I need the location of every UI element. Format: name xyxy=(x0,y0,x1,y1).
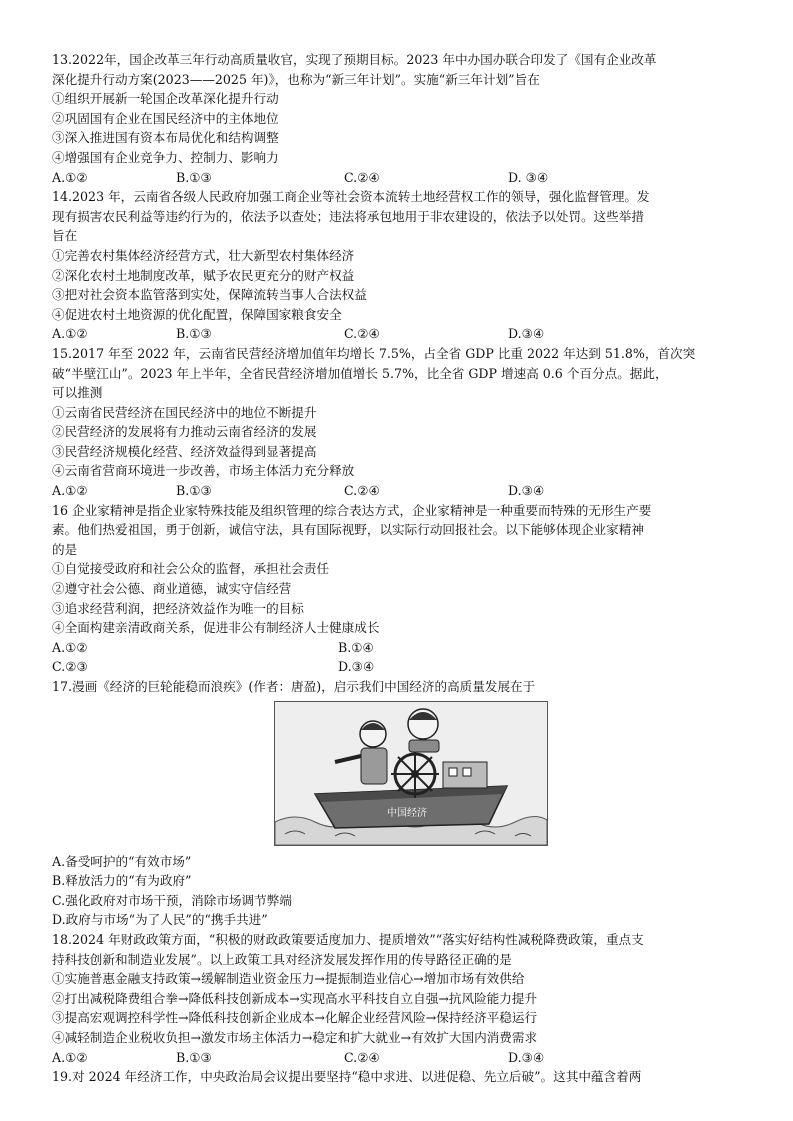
option-c[interactable]: C.强化政府对市场干预，消除市场调节弊端 xyxy=(52,892,292,908)
question-16-statement: ②遵守社会公德、商业道德，诚实守信经营 xyxy=(52,581,292,597)
ship-cartoon-illustration xyxy=(275,702,547,845)
question-18-stem: 持科技创新和制造业发展”。以上政策工具对经济发展发挥作用的传导路径正确的是 xyxy=(52,951,512,967)
question-13-statement: ①组织开展新一轮国企改革深化提升行动 xyxy=(52,91,279,107)
option-d[interactable]: D.③④ xyxy=(508,483,545,499)
question-18-options xyxy=(52,1048,752,1068)
question-13-statement: ④增强国有企业竞争力、控制力、影响力 xyxy=(52,149,279,165)
question-14-statement: ③把对社会资本监管落到实处，保障流转当事人合法权益 xyxy=(52,287,367,303)
question-14-stem: 14.2023 年，云南省各级人民政府加强工商企业等社会资本流转土地经营权工作的领导，强化监督管理。发 xyxy=(52,189,650,205)
question-15 xyxy=(52,344,752,501)
question-18-statement: ③提高宏观调控科学性→降低科技创新企业成本→化解企业经营风险→保持经济平稳运行 xyxy=(52,1010,538,1026)
question-17-stem: 17.漫画《经济的巨轮能稳而浪疾》(作者：唐盈)，启示我们中国经济的高质量发展在于 xyxy=(52,679,536,694)
option-b[interactable]: B.释放活力的“有为政府” xyxy=(52,873,192,889)
question-15-statement: ①云南省民营经济在国民经济中的地位不断提升 xyxy=(52,404,317,420)
option-b[interactable]: B.①④ xyxy=(338,639,374,655)
question-14-stem: 旨在 xyxy=(52,228,78,244)
question-17 xyxy=(52,677,752,930)
option-a[interactable]: A.①② xyxy=(52,639,88,655)
question-18-statement: ④减轻制造企业税收负担→激发市场主体活力→稳定和扩大就业→有效扩大国内消费需求 xyxy=(52,1029,538,1045)
question-13-stem: 深化提升行动方案(2023——2025 年)》，也称为“新三年计划”。实施“新三年计划”旨在 xyxy=(52,71,540,87)
question-16 xyxy=(52,501,752,677)
option-b[interactable]: B.①③ xyxy=(176,1049,212,1065)
question-19 xyxy=(52,1067,752,1087)
option-c[interactable]: C.②③ xyxy=(52,659,88,675)
question-15-statement: ④云南省营商环境进一步改善，市场主体活力充分释放 xyxy=(52,463,355,479)
question-18-statement: ②打出减税降费组合拳→降低科技创新成本→实现高水平科技自立自强→抗风险能力提升 xyxy=(52,990,538,1006)
question-15-statement: ③民营经济规模化经营、经济效益得到显著提高 xyxy=(52,443,317,459)
question-16-options-row-2 xyxy=(52,657,752,677)
option-d[interactable]: D.③④ xyxy=(508,1049,545,1065)
question-13 xyxy=(52,50,752,187)
question-16-statement: ④全面构建亲清政商关系，促进非公有制经济人士健康成长 xyxy=(52,620,380,636)
option-d[interactable]: D. ③④ xyxy=(508,169,549,185)
question-14-statement: ①完善农村集体经济经营方式，壮大新型农村集体经济 xyxy=(52,247,355,263)
option-a[interactable]: A.①② xyxy=(52,1049,88,1065)
option-d[interactable]: D.政府与市场“为了人民”的“携手共进” xyxy=(52,912,268,928)
question-13-statement: ③深入推进国有资本布局优化和结构调整 xyxy=(52,130,279,146)
option-d[interactable]: D.③④ xyxy=(338,659,375,675)
question-14 xyxy=(52,187,752,344)
question-15-stem: 破“半壁江山”。2023 年上半年，全省民营经济增加值增长 5.7%，比全省 GDP 增速高 0.6 个百分点。据此， xyxy=(52,365,668,381)
question-16-options-row-1 xyxy=(52,638,752,658)
question-16-stem: 16 企业家精神是指企业家特殊技能及组织管理的综合表达方式，企业家精神是一种重要而特殊的无形生产要 xyxy=(52,502,652,518)
question-16-stem: 的是 xyxy=(52,541,78,557)
question-16-statement: ①自觉接受政府和社会公众的监督，承担社会责任 xyxy=(52,561,330,577)
option-b[interactable]: B.①③ xyxy=(176,169,212,185)
question-16-stem: 素。他们热爱祖国，勇于创新，诚信守法，具有国际视野，以实际行动回报社会。以下能够体现企业家精神 xyxy=(52,522,644,538)
option-d[interactable]: D.③④ xyxy=(508,326,545,342)
option-a[interactable]: A.①② xyxy=(52,326,88,342)
question-15-options xyxy=(52,481,752,501)
cartoon-image xyxy=(274,701,548,846)
option-c[interactable]: C.②④ xyxy=(344,1049,380,1065)
question-13-stem: 13.2022年，国企改革三年行动高质量收官，实现了预期目标。2023 年中办国办联合印发了《国有企业改革 xyxy=(52,52,657,67)
question-14-statement: ④促进农村土地资源的优化配置，保障国家粮食安全 xyxy=(52,306,342,322)
exam-page xyxy=(52,50,752,1087)
question-15-statement: ②民营经济的发展将有力推动云南省经济的发展 xyxy=(52,424,317,440)
question-16-statement: ③追求经营利润，把经济效益作为唯一的目标 xyxy=(52,600,304,616)
question-18-statement: ①实施普惠金融支持政策→缓解制造业资金压力→提振制造业信心→增加市场有效供给 xyxy=(52,971,525,987)
option-b[interactable]: B.①③ xyxy=(176,483,212,499)
option-a[interactable]: A.①② xyxy=(52,483,88,499)
question-18-stem: 18.2024 年财政政策方面，“积极的财政政策要适度加力、提质增效”“落实好结构性减税降费政策，重点支 xyxy=(52,931,644,947)
option-c[interactable]: C.②④ xyxy=(344,326,380,342)
question-19-stem: 19.对 2024 年经济工作，中央政治局会议提出要坚持“稳中求进、以进促稳、先立后破”。这其中蕴含着两 xyxy=(52,1069,642,1085)
option-a[interactable]: A.①② xyxy=(52,169,88,185)
question-14-stem: 现有损害农民利益等违约行为的，依法予以查处；违法将承包地用于非农建设的，依法予以处罚。这些举措 xyxy=(52,208,644,224)
option-b[interactable]: B.①③ xyxy=(176,326,212,342)
question-18 xyxy=(52,930,752,1067)
option-c[interactable]: C.②④ xyxy=(344,483,380,499)
question-13-statement: ②巩固国有企业在国民经济中的主体地位 xyxy=(52,110,279,126)
question-15-stem: 15.2017 年至 2022 年，云南省民营经济增加值年均增长 7.5%，占全省 GDP 比重 2022 年达到 51.8%，首次突 xyxy=(52,345,696,361)
ship-caption: 中国经济 xyxy=(387,807,427,819)
question-13-options xyxy=(52,168,752,188)
option-a[interactable]: A.备受呵护的“有效市场” xyxy=(52,853,192,869)
question-14-statement: ②深化农村土地制度改革，赋予农民更充分的财产权益 xyxy=(52,267,355,283)
question-15-stem: 可以推测 xyxy=(52,385,103,401)
question-14-options xyxy=(52,324,752,344)
option-c[interactable]: C.②④ xyxy=(344,169,380,185)
